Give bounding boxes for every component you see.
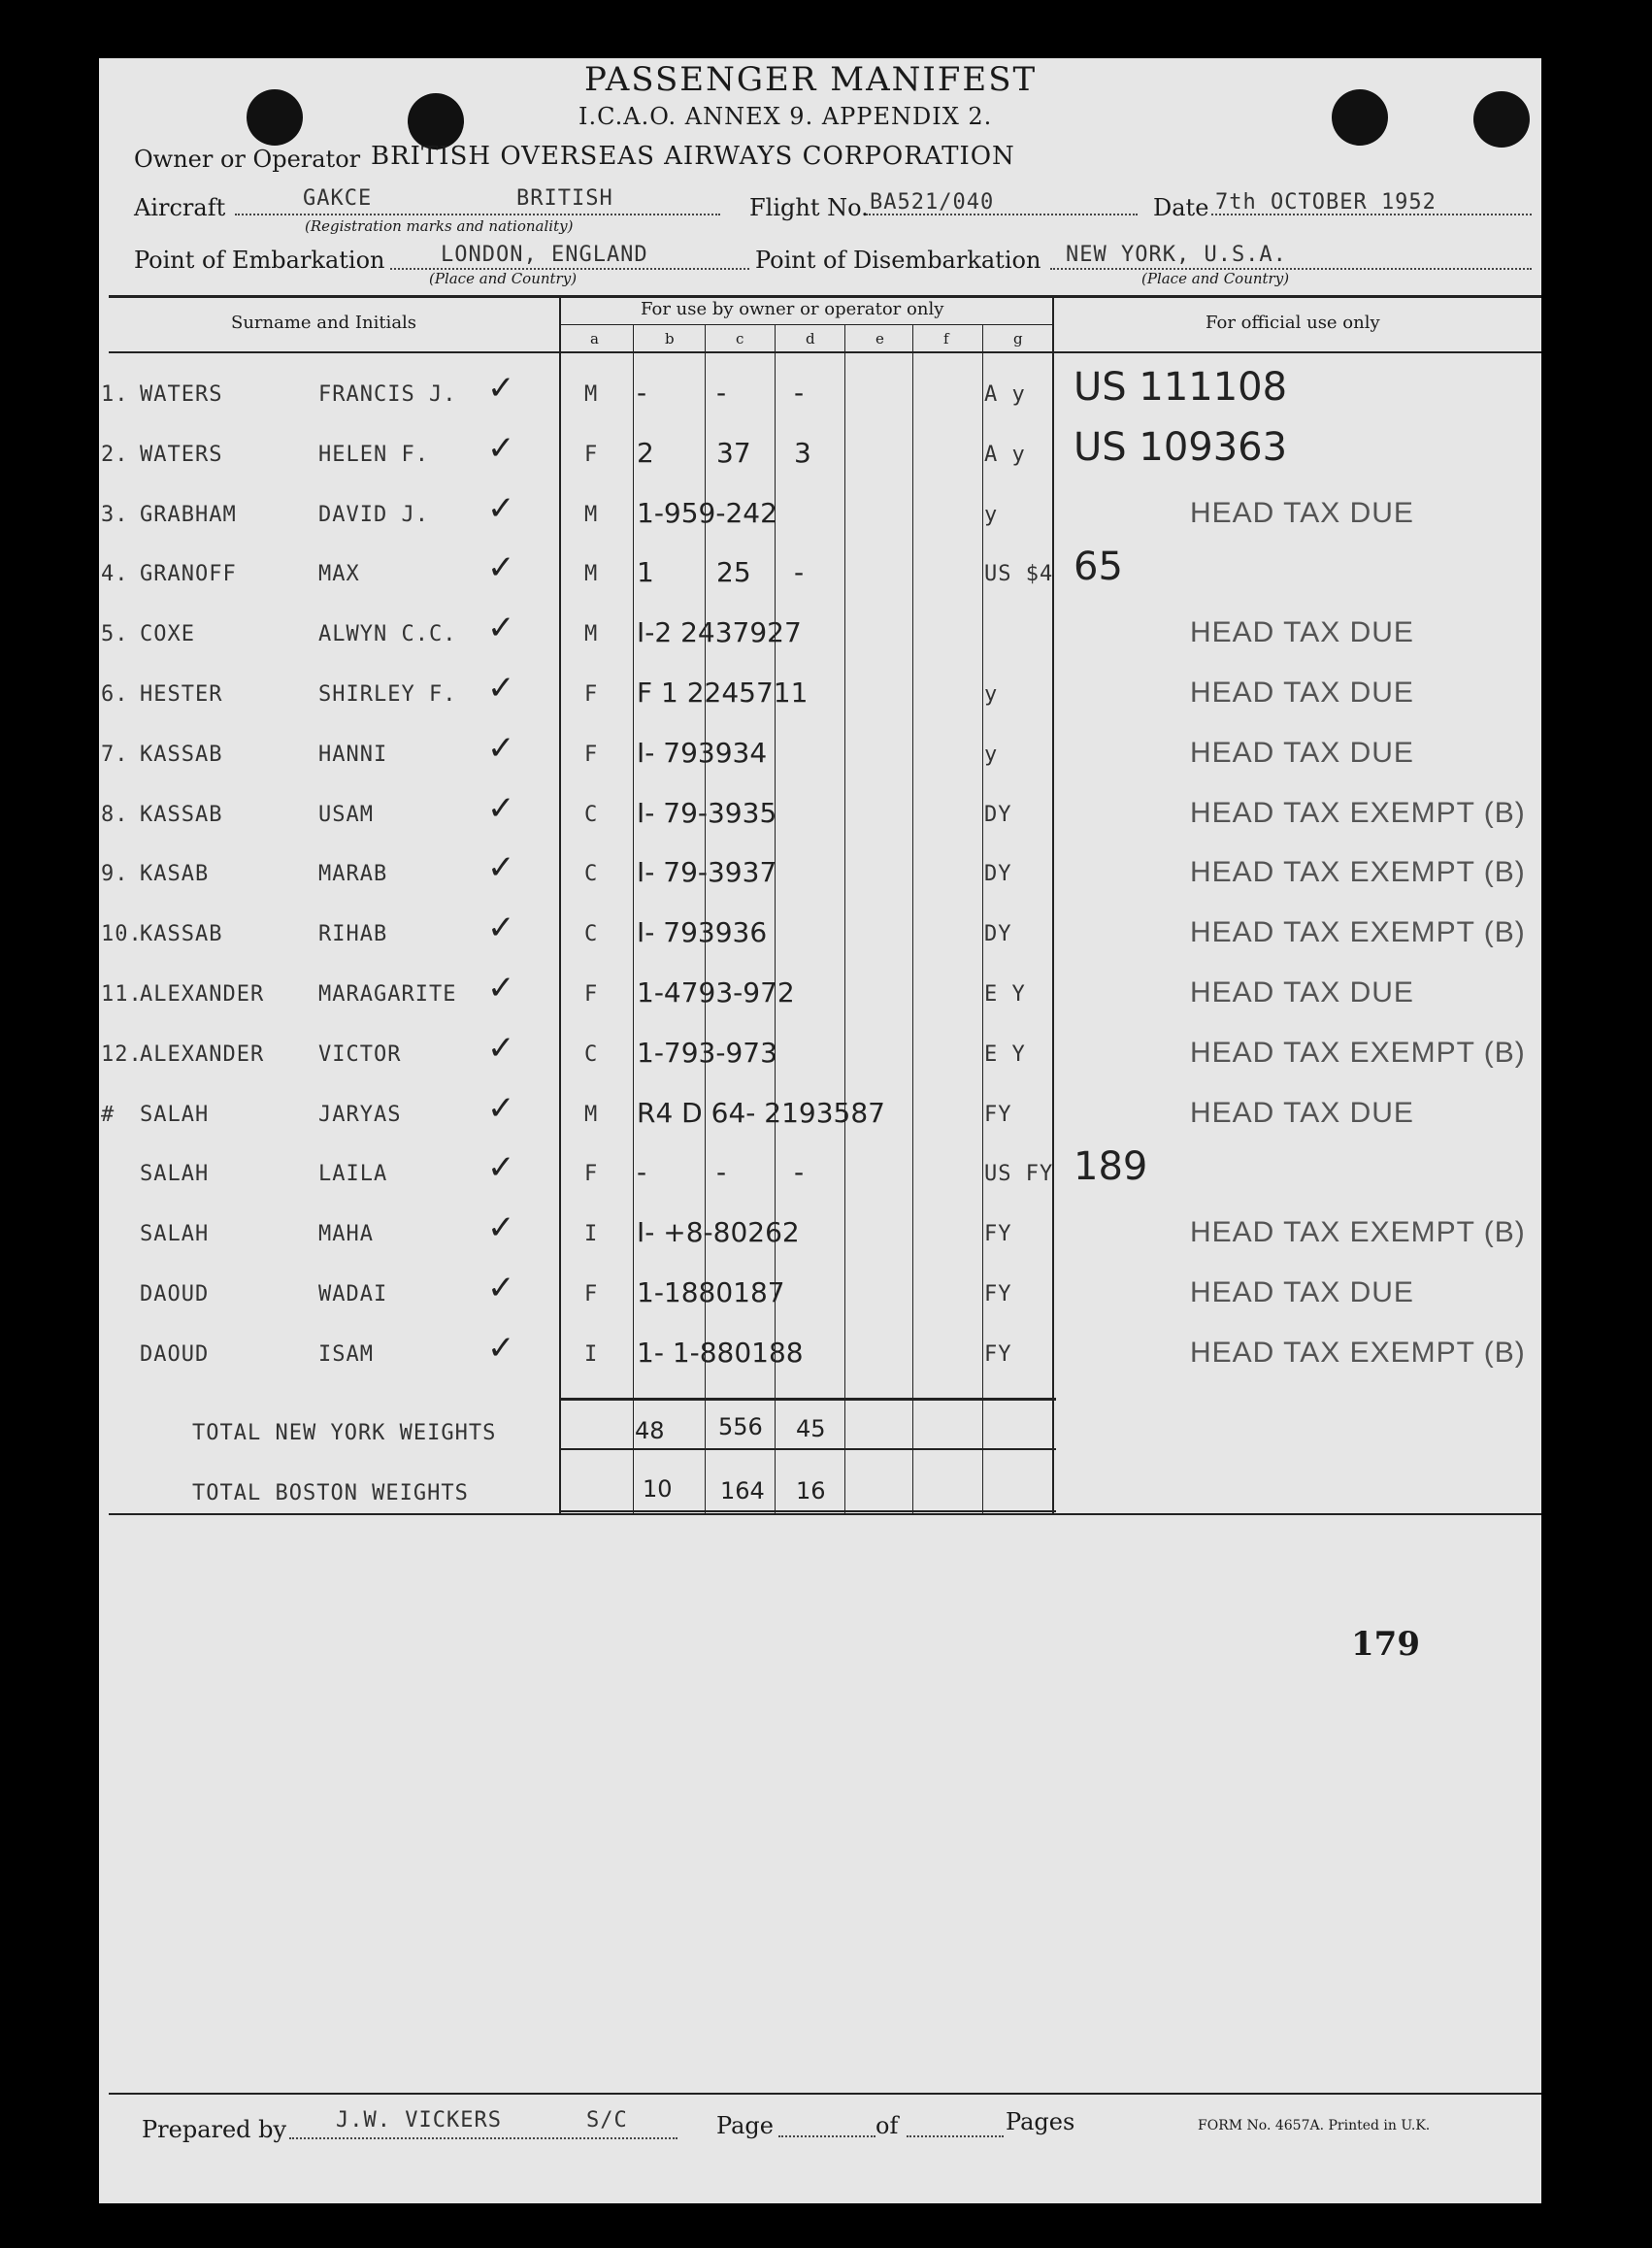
passenger-given-names: SHIRLEY F. [318,682,457,707]
passenger-surname: KASSAB [140,803,223,827]
row-number: 12. [101,1042,143,1067]
cell-a: F [584,443,599,467]
cell-g: FY [984,1282,1012,1306]
cell-g: FY [984,1342,1012,1367]
check-mark-icon: ✓ [487,969,515,1008]
official-use: 189 [1074,1144,1148,1189]
embarkation-label: Point of Embarkation [134,247,385,274]
column-letter: c [736,330,744,347]
row-number: 2. [101,443,129,467]
check-mark-icon: ✓ [487,489,515,528]
column-header-official: For official use only [1206,313,1380,333]
cell-a: M [584,562,599,586]
cell-c: 25 [716,556,751,588]
passenger-surname: SALAH [140,1103,210,1127]
passenger-surname: WATERS [140,443,223,467]
cell-b: I-2 2437927 [637,616,802,648]
check-mark-icon: ✓ [487,429,515,468]
cell-g: y [984,743,999,767]
flight-number: BA521/040 [870,190,995,215]
passenger-given-names: FRANCIS J. [318,382,457,407]
check-mark-icon: ✓ [487,548,515,587]
cell-d: - [794,1156,805,1188]
passenger-given-names: USAM [318,803,374,827]
aircraft-note: (Registration marks and nationality) [305,217,574,235]
total-c: 556 [718,1413,763,1440]
cell-g: A y [984,443,1026,467]
embarkation-note: (Place and Country) [429,270,578,287]
cell-d: - [794,556,805,588]
cell-b: I- +8-80262 [637,1216,800,1248]
cell-b: - [637,377,647,409]
passenger-given-names: LAILA [318,1162,388,1186]
cell-g: DY [984,862,1012,886]
passenger-given-names: ALWYN C.C. [318,622,457,646]
cell-c: 37 [716,437,751,469]
passenger-surname: SALAH [140,1222,210,1246]
passenger-given-names: RIHAB [318,922,388,946]
cell-b: 1-4793-972 [637,976,795,1008]
official-use: US 109363 [1074,425,1288,470]
column-letter: d [806,330,815,347]
column-header-owner: For use by owner or operator only [641,299,944,319]
cell-g: DY [984,922,1012,946]
owner-value: BRITISH OVERSEAS AIRWAYS CORPORATION [371,142,1015,171]
official-use: HEAD TAX EXEMPT (B) [1190,1216,1526,1248]
check-mark-icon: ✓ [487,669,515,708]
check-mark-icon: ✓ [487,609,515,647]
prepared-by-rank: S/C [586,2108,628,2132]
cell-b: I- 793934 [637,737,768,769]
aircraft-registration: GAKCE [303,186,373,211]
cell-b: 1 [637,556,654,588]
passenger-given-names: MAHA [318,1222,374,1246]
check-mark-icon: ✓ [487,909,515,947]
row-number: # [101,1103,116,1127]
passenger-given-names: ISAM [318,1342,374,1367]
pages-label: Pages [1006,2108,1075,2135]
total-b: 10 [643,1475,673,1503]
official-use: HEAD TAX DUE [1190,1276,1414,1308]
cell-a: M [584,382,599,407]
cell-g: A y [984,382,1026,407]
cell-a: F [584,1282,599,1306]
official-use: 65 [1074,545,1123,589]
column-letter: b [665,330,675,347]
official-use: HEAD TAX DUE [1190,497,1414,529]
cell-a: F [584,743,599,767]
check-mark-icon: ✓ [487,1148,515,1187]
cell-a: M [584,622,599,646]
passenger-surname: HESTER [140,682,223,707]
cell-a: M [584,503,599,527]
official-use: HEAD TAX DUE [1190,976,1414,1008]
passenger-given-names: WADAI [318,1282,388,1306]
cell-g: DY [984,803,1012,827]
total-b: 48 [635,1417,665,1444]
passenger-given-names: MAX [318,562,360,586]
cell-b: 1- 1-880188 [637,1337,804,1369]
passenger-given-names: JARYAS [318,1103,402,1127]
passenger-surname: KASSAB [140,922,223,946]
cell-g: US $4 [984,562,1054,586]
cell-a: C [584,922,599,946]
date-label: Date [1153,194,1209,221]
passenger-surname: WATERS [140,382,223,407]
passenger-surname: ALEXANDER [140,982,265,1007]
cell-g: US FY [984,1162,1054,1186]
punch-hole [1332,89,1388,146]
row-number: 9. [101,862,129,886]
official-use: HEAD TAX EXEMPT (B) [1190,916,1526,948]
passenger-surname: ALEXANDER [140,1042,265,1067]
row-number: 7. [101,743,129,767]
cell-c: - [716,1156,727,1188]
column-letter: a [590,330,599,347]
flight-label: Flight No. [749,194,869,221]
cell-b: 2 [637,437,654,469]
official-use: HEAD TAX DUE [1190,616,1414,648]
total-label: TOTAL BOSTON WEIGHTS [192,1481,469,1505]
cell-a: C [584,803,599,827]
cell-b: I- 793936 [637,916,768,948]
cell-b: - [637,1156,647,1188]
cell-a: F [584,1162,599,1186]
official-use: HEAD TAX EXEMPT (B) [1190,1037,1526,1069]
cell-b: F 1 2245711 [637,677,809,709]
official-use: US 111108 [1074,365,1288,410]
passenger-given-names: DAVID J. [318,503,429,527]
cell-b: R4 D 64- 2193587 [637,1097,885,1129]
column-letter: f [943,330,949,347]
disembarkation-note: (Place and Country) [1141,270,1290,287]
owner-label: Owner or Operator [134,146,361,173]
date-value: 7th OCTOBER 1952 [1215,190,1437,215]
check-mark-icon: ✓ [487,1208,515,1247]
check-mark-icon: ✓ [487,848,515,887]
passenger-surname: SALAH [140,1162,210,1186]
total-d: 45 [796,1415,826,1442]
manifest-subtitle: I.C.A.O. ANNEX 9. APPENDIX 2. [578,103,993,130]
aircraft-nationality: BRITISH [516,186,613,211]
form-note: FORM No. 4657A. Printed in U.K. [1198,2118,1431,2133]
disembarkation-value: NEW YORK, U.S.A. [1066,243,1287,267]
cell-a: I [584,1342,599,1367]
check-mark-icon: ✓ [487,1089,515,1128]
punch-hole [247,89,303,146]
passenger-surname: KASSAB [140,743,223,767]
total-label: TOTAL NEW YORK WEIGHTS [192,1421,497,1445]
cell-g: FY [984,1103,1012,1127]
disembarkation-label: Point of Disembarkation [755,247,1041,274]
cell-b: I- 79-3935 [637,797,777,829]
official-use: HEAD TAX EXEMPT (B) [1190,1337,1526,1369]
official-use: HEAD TAX DUE [1190,737,1414,769]
row-number: 5. [101,622,129,646]
punch-hole [1473,91,1530,148]
check-mark-icon: ✓ [487,1029,515,1068]
passenger-surname: DAOUD [140,1282,210,1306]
cell-g: y [984,682,999,707]
passenger-surname: GRABHAM [140,503,237,527]
official-use: HEAD TAX EXEMPT (B) [1190,856,1526,888]
row-number: 3. [101,503,129,527]
row-number: 6. [101,682,129,707]
cell-c: - [716,377,727,409]
row-number: 1. [101,382,129,407]
cell-g: E Y [984,1042,1026,1067]
cell-a: C [584,1042,599,1067]
column-letter: g [1013,330,1023,347]
row-number: 8. [101,803,129,827]
passenger-surname: COXE [140,622,195,646]
total-c: 164 [720,1477,765,1504]
passenger-given-names: MARAB [318,862,388,886]
cell-a: C [584,862,599,886]
passenger-given-names: MARAGARITE [318,982,457,1007]
cell-b: 1-793-973 [637,1037,777,1069]
check-mark-icon: ✓ [487,369,515,408]
passenger-surname: KASAB [140,862,210,886]
cell-g: E Y [984,982,1026,1007]
passenger-given-names: HANNI [318,743,388,767]
manifest-sheet [99,58,1541,2203]
official-use: HEAD TAX DUE [1190,1097,1414,1129]
official-use: HEAD TAX EXEMPT (B) [1190,797,1526,829]
check-mark-icon: ✓ [487,1269,515,1307]
prepared-by-label: Prepared by [142,2116,287,2143]
passenger-surname: DAOUD [140,1342,210,1367]
page-number-stamp: 179 [1351,1625,1420,1664]
cell-g: FY [984,1222,1012,1246]
manifest-title: PASSENGER MANIFEST [584,60,1038,99]
of-label: of [876,2112,899,2139]
passenger-given-names: VICTOR [318,1042,402,1067]
embarkation-value: LONDON, ENGLAND [441,243,648,267]
check-mark-icon: ✓ [487,1329,515,1368]
passenger-surname: GRANOFF [140,562,237,586]
cell-d: - [794,377,805,409]
cell-b: 1-959-242 [637,497,777,529]
column-letter: e [876,330,884,347]
check-mark-icon: ✓ [487,729,515,768]
cell-g: y [984,503,999,527]
cell-a: F [584,982,599,1007]
cell-a: F [584,682,599,707]
row-number: 4. [101,562,129,586]
page-label: Page [716,2112,774,2139]
row-number: 11. [101,982,143,1007]
cell-a: I [584,1222,599,1246]
row-number: 10. [101,922,143,946]
aircraft-label: Aircraft [134,194,226,221]
cell-b: I- 79-3937 [637,856,777,888]
official-use: HEAD TAX DUE [1190,677,1414,709]
total-d: 16 [796,1477,826,1504]
column-header-names: Surname and Initials [231,313,417,333]
cell-a: M [584,1103,599,1127]
prepared-by-value: J.W. VICKERS [336,2108,502,2132]
check-mark-icon: ✓ [487,789,515,828]
passenger-given-names: HELEN F. [318,443,429,467]
cell-b: 1-1880187 [637,1276,785,1308]
cell-d: 3 [794,437,811,469]
